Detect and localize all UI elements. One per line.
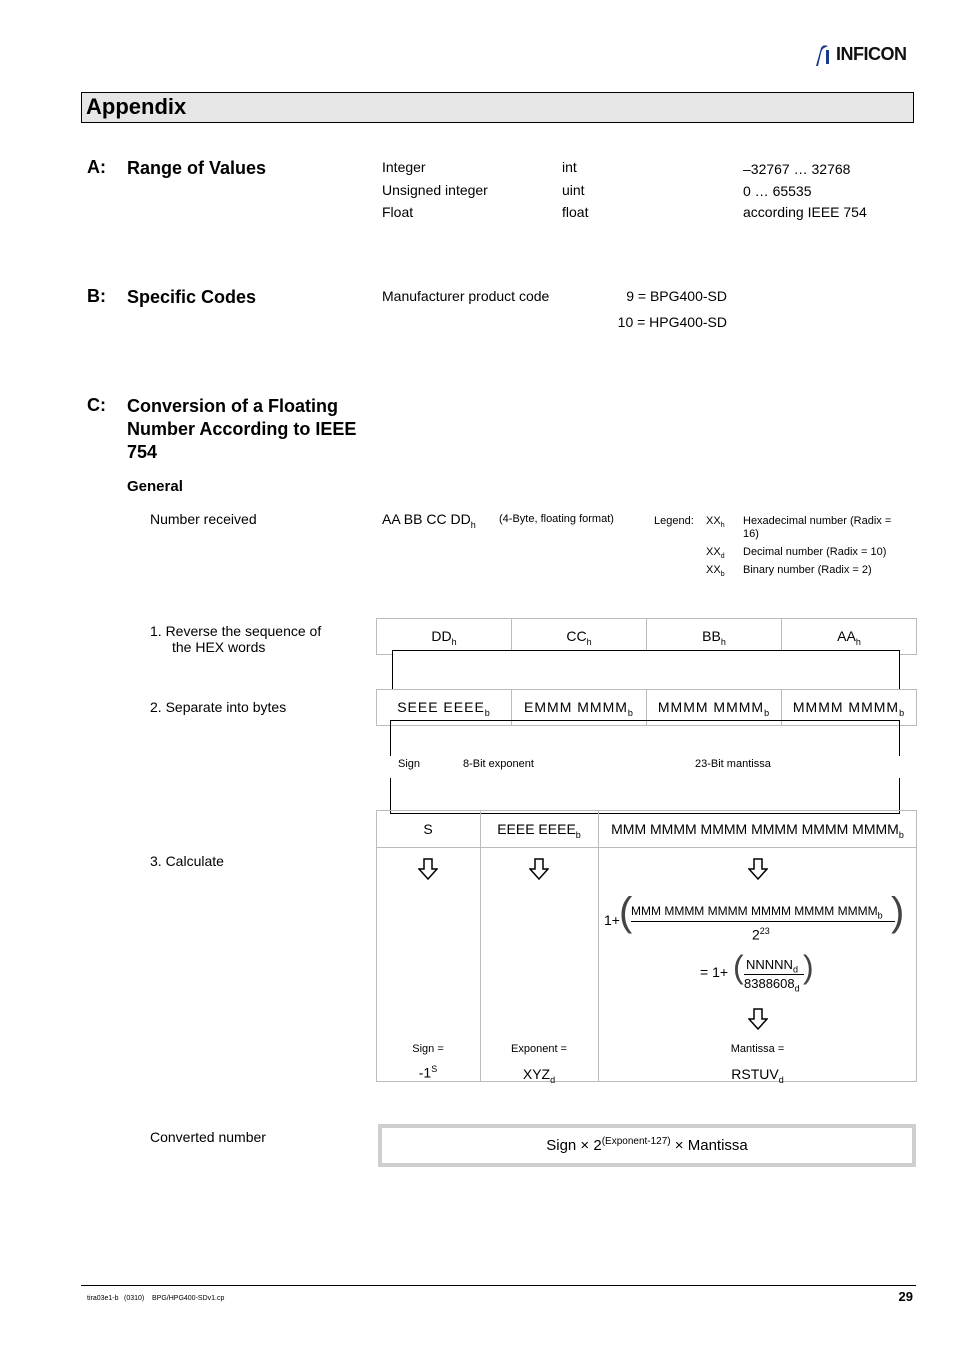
step-2: 2. Separate into bytes [150,699,287,715]
byte-cell: SEEE $EEEE_b$ [377,690,512,725]
inficon-logo-icon [812,44,836,68]
range-abbr: int [562,159,577,175]
result-mantissa-label: Mantissa = [730,1043,785,1055]
hex-cell: $DD_h$ [377,619,512,654]
hex-cell: $AA_h$ [837,628,861,647]
section-c-title: Conversion of a Floating Number According to IEEE 754 [127,396,357,462]
calc-header-sign: S [423,821,433,837]
result-mantissa-value: $RSTUV_d$ [731,1066,784,1085]
legend-desc: Hexadecimal number (Radix = 16) [743,515,892,540]
result-exponent-label: Exponent = [511,1043,567,1055]
down-arrow-icon [748,1008,768,1030]
number-received-value: AA BB CC $DD_h$ [382,511,476,530]
formula-numerator-2: $NNNNN_d$ [746,957,798,975]
hex-cell: $BB_h$ [647,619,782,654]
legend-symbol: $XX_d$ [706,546,725,561]
footer-line [81,1285,916,1286]
legend-desc: Decimal number (Radix = 10) [743,546,887,558]
calc-col-divider [480,810,481,1082]
converted-box [378,1124,916,1167]
step-1-cont: the HEX words [172,639,266,655]
byte-cell: EMMM $MMMM_b$ [512,690,647,725]
fraction-line [631,921,895,922]
step-1: 1. Reverse the sequence of [150,623,322,639]
legend-symbol: $XX_b$ [706,564,725,579]
calc-table [376,810,917,1082]
product-code: 9 = BPG400-SD [626,288,727,304]
field-label-exponent: 8-Bit exponent [463,758,534,770]
calc-header-mantissa: MMM MMMM MMMM MMMM MMMM $MMMM_b$ [611,821,904,840]
fraction-line [744,974,804,975]
number-received-label: Number received [150,511,257,527]
field-label-mantissa: 23-Bit mantissa [695,758,771,770]
step-3: 3. Calculate [150,853,224,869]
left-paren-icon: ( [733,949,744,985]
formula-denominator-2: $8388608_d$ [744,976,800,994]
down-arrow-icon [418,858,438,880]
calc-divider [376,847,917,848]
byte-cell: MMMM $MMMM_b$ [647,690,782,725]
calc-col-divider [598,810,599,1082]
legend-label: Legend: [654,515,694,527]
hex-cell: $CC_h$ [512,619,647,654]
field-label-sign: Sign [398,758,421,770]
down-arrow-icon [529,858,549,880]
formula-numerator: MMM MMMM MMMM MMMM MMMM $MMMM_b$ [631,904,883,921]
converted-formula: Sign × $2^{(Exponent-127)}$ × Mantissa [382,1128,912,1163]
section-c-letter: C: [87,395,106,415]
range-type: Integer [382,159,426,175]
range-value: 0 … 65535 [743,183,812,199]
range-type: Unsigned integer [382,182,488,198]
appendix-bar [81,92,914,123]
legend-symbol: $XX_h$ [706,515,725,530]
number-received-note: (4-Byte, floating format) [499,513,614,525]
page-title: Appendix [86,94,187,119]
logo-text: INFICON [836,44,907,64]
field-connector-top [390,720,900,756]
range-value: according IEEE 754 [743,204,867,220]
footer-date: (0310) [124,1295,145,1302]
formula-one-plus: 1+ [604,912,620,928]
page-number: 29 [898,1289,913,1304]
footer-file: BPG/HPG400-SDv1.cp [152,1295,225,1302]
converted-number-label: Converted number [150,1129,266,1145]
range-value: –32767 … 32768 [743,161,851,177]
footer-doc-id: tira03e1-b [87,1295,119,1302]
section-b-letter: B: [87,286,106,306]
range-abbr: float [562,204,589,220]
range-type: Float [382,204,414,220]
down-arrow-icon [748,858,768,880]
section-b-title: Specific Codes [127,287,257,307]
legend-desc: Binary number (Radix = 2) [743,564,872,576]
product-code: 10 = HPG400-SD [617,314,727,330]
section-a-letter: A: [87,157,106,177]
formula-eq: = 1+ [700,964,729,980]
result-exponent-value: $XYZ_d$ [522,1066,556,1085]
product-code-label: Manufacturer product code [382,288,550,304]
range-abbr: uint [562,182,585,198]
result-sign-value: $-1^S$ [418,1064,438,1081]
right-paren-icon: ) [803,949,814,985]
result-sign-label: Sign = [412,1043,444,1055]
right-paren-icon: ) [891,890,905,934]
calc-header-exponent: EEEE $EEEE_b$ [497,821,581,840]
field-connector-bottom [390,778,900,814]
section-a-title: Range of Values [127,158,267,178]
formula-denominator: $2^{23}$ [752,926,770,943]
general-heading: General [127,478,183,495]
byte-cell: MMMM $MMMM_b$ [792,699,906,718]
left-paren-icon: ( [619,890,633,934]
